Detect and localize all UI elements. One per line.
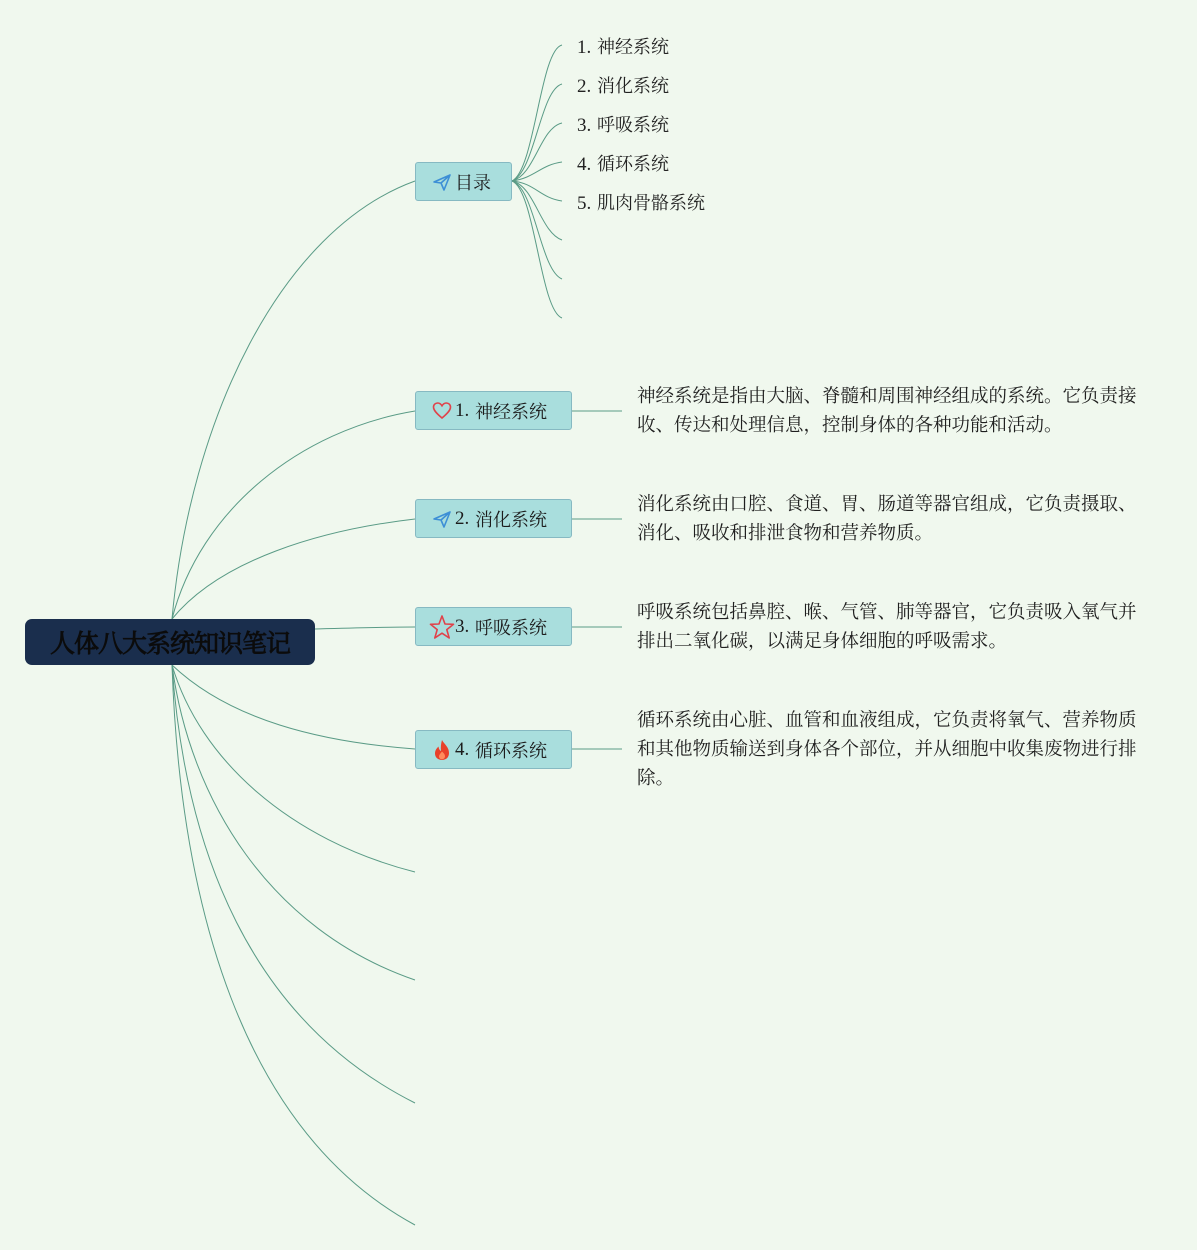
branch-node-1[interactable]: 1. 神经系统 [415,391,572,430]
fire-icon [431,739,453,761]
root-title: 人体八大系统知识笔记 [49,629,290,658]
connector-root-toc [172,181,415,619]
branch-node-3[interactable]: 3. 呼吸系统 [415,607,572,646]
branch-description-4: 循环系统由心脏、血管和血液组成，它负责将氧气、营养物质和其他物质输送到身体各个部位，并从细胞中收集废物进行排除。 [637,710,1137,789]
toc-node[interactable] [415,162,512,201]
toc-label: 目录 [455,172,491,194]
branch-node-2[interactable]: 2. 消化系统 [415,499,572,538]
connector-toc-empty-2 [512,181,562,279]
paper-plane-icon [431,508,453,530]
connector-root-branch-2 [172,519,415,619]
branch-node-4[interactable]: 4. 循环系统 [415,730,572,769]
connector-toc-item-2 [512,84,562,181]
toc-item[interactable]: 5. 肌肉骨骼系统 [577,193,705,214]
branch-label: 循环系统 [474,740,547,762]
connector-toc-empty-3 [512,181,562,318]
branch-label: 神经系统 [474,401,547,423]
toc-item[interactable]: 3. 呼吸系统 [577,115,669,136]
branch-label: 呼吸系统 [474,617,547,639]
connector-toc-item-1 [512,45,562,181]
connector-root-branch-4 [172,665,415,749]
connector-root-empty-4 [172,665,415,1225]
connector-root-empty-3 [172,665,415,1103]
connector-toc-item-4 [512,162,562,181]
toc-item[interactable]: 2. 消化系统 [577,76,669,97]
branch-label: 消化系统 [474,509,547,531]
branch-description-3: 呼吸系统包括鼻腔、喉、气管、肺等器官，它负责吸入氧气并排出二氧化碳，以满足身体细胞的呼吸需求。 [637,602,1137,652]
root-topic[interactable] [25,619,315,665]
toc-item[interactable]: 4. 循环系统 [577,154,669,175]
connector-root-branch-3 [315,627,415,629]
star-icon [429,614,455,640]
connector-root-empty-1 [172,665,415,872]
heart-icon [431,400,453,422]
toc-item[interactable]: 1. 神经系统 [577,37,669,58]
connector-root-empty-2 [172,665,415,980]
branch-description-1: 神经系统是指由大脑、脊髓和周围神经组成的系统。它负责接收、传达和处理信息，控制身体的各种功能和活动。 [637,386,1137,436]
branch-description-2: 消化系统由口腔、食道、胃、肠道等器官组成，它负责摄取、消化、吸收和排泄食物和营养物质。 [637,494,1137,544]
paper-plane-icon [431,171,453,193]
